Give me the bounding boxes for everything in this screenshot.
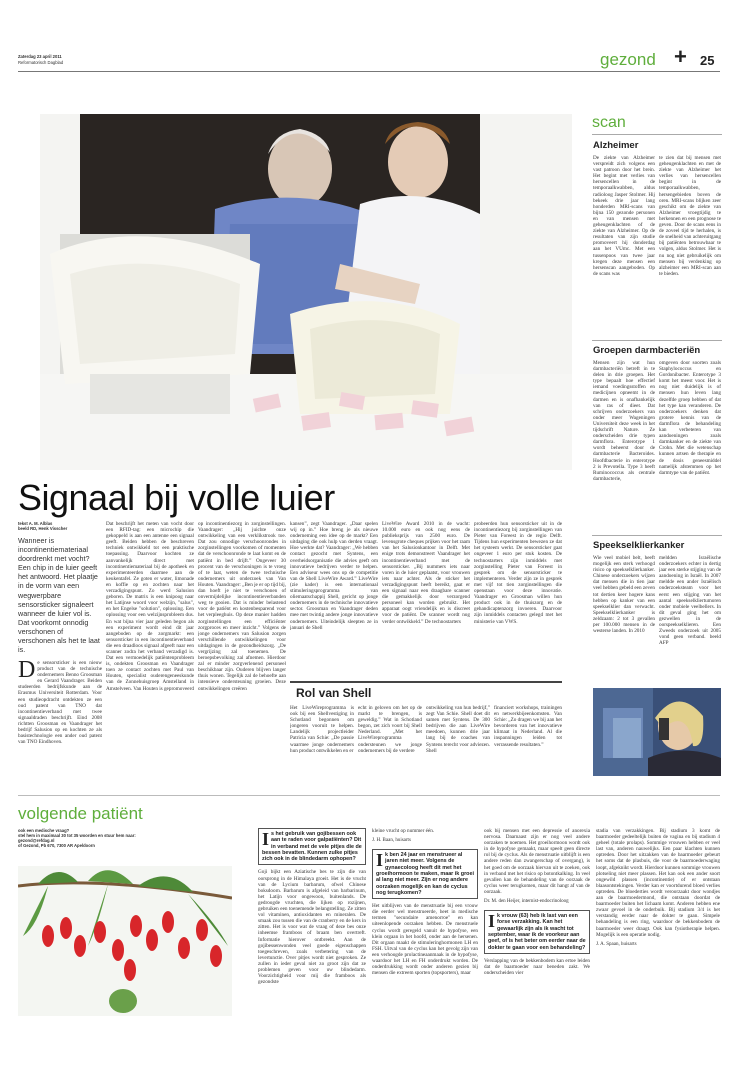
contact-email: gezond@refdag.nl (18, 838, 55, 843)
article-column-1-text: e sensorsticker is een nieuw product van de technische ondernemers Benno Groosman en Gerard Vaandrager. Beiden studeerden bedrijfskunde aan de Erasmus Universiteit Rotterdam. Voor een studieopdracht ontdekten ze een oud patent van TNO dat incontinentieverband met twee signaaldraden beschrijft. Eind 2008 richtten Groosman en Vaandrager het bedrijf Salusion op en kochten ze als basistechnologie een ander oud patent van TNO Eindhoven. (18, 660, 102, 746)
main-photo (40, 114, 572, 470)
answer-3-signature: J. A. Spaan, huisarts (596, 941, 637, 947)
question-1-text: s het gebruik van gojibessen ook aan te raden voor galpatiënten? Dit in verband met de vele pitjes die de bessen bevatten. Kunnen zulke pitjes zich ook in de blindedarm ophopen? (262, 831, 362, 863)
page-number: 25 (700, 53, 715, 68)
speeksel-col-2: meldden Israëlische onderzoekers echter in dertig jaar een sterke stijging van de aandoening in Israël. In 2007 meldde een ander Israëlisch onderzoeksteam voor het eerst een stijging van het aantal speekselkliertumoren onder mobiele veelbellers. In dit geval ging het om gezwellen in de oorspeekselklieren. Een Zweeds onderzoek uit 2005 vond geen verband. beeld AFP (659, 555, 721, 647)
alzheimer-col-1: De ziekte van Alzheimer verspreidt zich volgens een vast patroon door het brein. Het begint met verlies van hersencellen in de temporaalkwabben, aldus radioloog Jasper Stolmer. Hij bekeek drie jaar lang honderden MRI-scans van bijna 150 gezonde personen en van mensen met geheugenklachten of de ziekte van Alzheimer. Op de resultaten van zijn studie promoveert hij donderdag aan het VUmc. Met een tussenpoos van twee jaar kregen deze mensen een hersenscan aangeboden. Op de scans was (593, 155, 655, 277)
shell-box-col-3: ontwikkeling van hun bedrijf,” zegt Van Schie. Shell doet dit samen met Syntens. De 300 bedrijven die aan LiveWire meedoen, kunnen drie jaar lang bij de coaches van Syntens terecht voor adviezen. Shell (426, 705, 490, 754)
scan-rule (592, 134, 722, 135)
article-column-5: LiveWire Award 2010 in de wacht: 10.000 euro en ook nog eens de publieksprijs van 2500 euro. De levensgrote cheques prijken voor het raam van het Salusionkantoor in Delft. Met enige trots demonstreert Vaandrager het incontinentieverband met de sensorsticker. „Bij nummers iets naar voren in de luier geplaatst, voor vrouwen iets naar achter. Als de sticker het verzadigingspunt heeft bereikt, gaat er een signaal naar een draagbare scanner die gemakkelijk door verzorgend personeel kan worden gebruikt. Het apparaat oogt vriendelijk en is discreet voor de patiënt. De scanner wordt nog verder ontwikkeld.” De technostarters (382, 521, 470, 625)
darm-col-1: Mensen zijn wat hun darmbacteriën betreft in te delen in drie groepen. Het type bepaalt hoe effectief iemand voedingsstoffen en medicijnen opneemt in de darmen en is onafhankelijk van ras of dieet. Dat schrijven onderzoekers van onder meer Wageningen Universiteit deze week in het tijdschrift Nature. Ze onderscheiden drie typen darmflora. Enterotype 1 wordt beheerst door de darmbacterie Bacteroides. Hoofdbacterie in enterotype 2 is Prevotella. Type 3 heeft Ruminococcus als centrale darmbacterie, (593, 360, 655, 482)
speeksel-rule (592, 535, 722, 536)
qa-column-4 (596, 828, 720, 1064)
answer-3-continued: stadia van verzakkingen. Bij stadium 3 komt de baarmoeder gedeeltelijk buiten de vagina en bij stadium 4 geheel (totale prolaps). Sommige vrouwen hebben er veel last van, anderen nauwelijks. Een paar klachten kunnen optreden. Door het uitzakken van de baarmoeder gebeurt het soms dat de plasbuis, die voor de baarmoederwaging loopt, afgeknikt wordt. Hierdoor kunnen sommige vrouwen plotseling niet meer plassen. Het kan ook een ander soort ongewild plassen (incontinentie) of er ontstaan blaasontstekingen. Verder kan er voortdurend bloed verlies optreden. De bloederties wordt veroorzaakt door wondjes aan de baarmoedermond, die ontstaan doordat de baarmoeder buiten het lichaam komt. Anderen hebben ene zwaar gevoel in de onderbuik. Bij stadium 3/4 is het verstandig eerder naar de dokter te gaan. Simpele behandeling is een ring, waardoor de bekkenbodem de baarmoeder weer draagt. Ook kan fysiotherapie helpen. Mogelijk is een operatie nodig. (596, 828, 720, 938)
darm-rule (592, 340, 722, 341)
alzheimer-col-2: te zien dat bij mensen met geheugenklachten en met de ziekte van Alzheimer het verlies van hersencellen begint in de temporaalkwabben, hersengebieden boven de oren. MRI-scans blijken zeer geschikt om de ziekte van Alzheimer vroegtijdig te herkennen en een prognose te geven. Door de scans eens in de zoveel tijd te herhalen, is de snelheid van achteruitgang bij patiënten betrouwbaar te volgen, aldus Stolmer. Het is nu nog niet gebruikelijk om mensen bij verdenking op alzheimer een MRI-scan aan te bieden. (659, 155, 721, 277)
shell-box-col-4: financiert workshops, trainingen en netwerkbijeenkomsten. Van Schie: „Zo dragen we bij aan het bevorderen van het innovatieve klimaat in Nederland. Al die inspanningen leiden tot verrassende resultaten.” (494, 705, 562, 748)
qa-column-1 (258, 828, 366, 1064)
next-patient-title: volgende patiënt (18, 804, 143, 823)
article-column-6: probeerden hun sensorsticker uit in de incontinentiezorg bij zorginstellingen van Pieter van Foreest in de regio Delft. Tijdens hun experimenten bewezen ze dat het systeem werkt. De sensorsticker gaat ongeveer 1 euro per stuk kosten. De technostarters zijn inmiddels met zorginstelling Pieter van Foreest in gesprek om de sensorsticker te implementeren. Verder zijn ze in gesprek met vijf tot tien zorginstellingen die openstaan voor deze innovatie. Vaandrager en Groosman willen hun product ook in de thuiszorg en de gehandicaptenzorg invoeren. Daarvoor zijn inmiddels contacten gelegd met het ministerie van VWS. (474, 521, 562, 625)
paper-name: Reformatorisch Dagblad (18, 60, 64, 65)
byline-photo: beeld RD, Henk Visscher (18, 526, 68, 531)
question-3-dropcap: I (488, 911, 496, 932)
answer-1-end: kleine vrucht op nummer één. (372, 828, 435, 834)
shell-box-title: Rol van Shell (296, 686, 372, 700)
contact-line-2: stel hem in maximaal 30 tot 35 woorden en stuur hem naar: (18, 833, 136, 838)
section-divider (18, 795, 720, 796)
question-1 (258, 828, 366, 865)
article-column-2: Dat beschrijft het meten van vocht door een RFID-tag: een microchip die gekoppeld is aan een antenne een signaal geeft. Beiden hebben de beschreven techniek ontwikkeld tot een praktische toepassing. Daarvoor kochten ze aanvankelijk direct met incontinentiemateriaal bij de apotheek en experimenteerden daarmee aan de keukentafel. Ze goten er water, limonade en koffie op en zochten naar het verzadigingspunt. Zo werd Salusion geboren. De matrix is een knipoog naar het Latijnse woord voor welzijn, "salus", en het Engelse "solution", oplossing. Een oplossing voor een welzijnsprobleem dus. En wat bijna vier jaar geleden begon als een experiment wordt eind dit jaar aangeboden op de zorgmarkt: een sensorsticker in een incontinentieverband die een draadloos signaal afgeeft naar een scanner zodra het verband verzadigd is. Dat een vermoedelijk patiëntenprobleem is, ondekten Groosman en Vaandrager toen ze contact zochten met Paul van Houten, specialist ouderengeneeskunde van de Zonnehuisgroep Amstelland in Amstelveen. Van Houten is gepromoveerd (106, 521, 194, 692)
question-3 (484, 910, 590, 954)
shell-box-rule (290, 681, 562, 683)
plus-icon: + (674, 44, 687, 69)
question-2-dropcap: I (376, 850, 384, 871)
question-2-text: k ben 24 jaar en menstrueer al jaren niet meer. Volgens de gynaecoloog heeft dit met het groeihormoon te maken, maar ik groei al lang niet meer. Zijn er nog andere oorzaken mogelijk en kan de cyclus nog terugkomen? (376, 852, 474, 896)
scan-title: scan (592, 114, 626, 131)
answer-2-continued: ook bij mensen met een depressie of anorexia nervosa. Daarnaast zijn er nog veel andere oorzaken te noemen. Het groeihormoon wordt ook in de hypofyse gemaakt, maar speelt geen directe rol bij de cyclus. Als de menstruatie uitblijft is een andere reden dan zwangerschap of overgang), is het goed om de oorzaak hiervan uit te zoeken, ook in verband met het risico op botontkalking. In veel gevallen kan de behandeling van de oorzaak de cyclus weer terugkomen, maar dit hangt af van de oorzaak. (484, 828, 590, 895)
alzheimer-title: Alzheimer (593, 140, 639, 151)
contact-address: of Gezond, Pb 670, 7300 AR Apeldoorn (18, 843, 95, 848)
article-column-1 (18, 660, 102, 784)
question-1-dropcap: I (262, 829, 270, 849)
intro-text: Wanneer is incontinentiemateriaal doordrenkt met vocht? Een chip in de luier geeft het antwoord. Het plaatje in de vorm van een wegwerpbare sensorsticker signaleert wanneer de luier vol is. Dat voorkomt onnodig verschonen of verschonen als het te laat is. (18, 536, 100, 655)
speeksel-title: Speekselklierkanker (593, 540, 685, 551)
answer-2: Het uitblijven van de menstruatie bij een vrouw die eerder wel menstrueerde, heet in medische termen "secundaire amenorroe" en kan uiteenlopende oorzaken hebben. De menstruele cyclus wordt geregeld vanuit de hypofyse, een klein orgaan in het hoofd, onder aan de hersenen. Dit orgaan maakt de stimuleringhormonen LH en FSH. Uitval van de cyclus kan het gevolg zijn van een verhoogde prolactineaanmaak in de hypofyse, waardoor het LH en FH onderdrukt worden. De onderdrukking wordt onder anderen gezien bij mensen die extreem sporten (topsporters), maar (372, 903, 478, 977)
section-title: gezond (600, 50, 656, 69)
question-2 (372, 849, 478, 899)
headline: Signaal bij volle luier (18, 477, 335, 518)
question-3-text: k vrouw (63) heb ik last van een forse verzakking. Kan het gewaarlijk zijn als ik wacht tot september, waar ik de voorkeur aan geef, of is het beter om eerder naar de dokter te gaan voor een behandeling? (488, 913, 586, 951)
shell-box-col-1: Het LiveWireprogramma is ook bij een Shellvestiging in Schotland begonnen om jongeren vooruit te helpen. Landelijk projectleider Patricia van Schie: „De passie waarmee jonge ondernemers hun product ontwikkelen en er (290, 705, 354, 754)
goji-berries-photo (18, 866, 232, 1016)
darm-title: Groepen darmbacteriën (593, 345, 701, 356)
article-column-4: kansen”, zegt Vaandrager. „Daar spelen wij op in.” Hoe breng je als nieuwe onderneming een idee op de markt? Een uitdaging die ook hulp van derden vraagt. Hoe werkte dat? Vaandrager: „We hebben contact gezocht met Syntens, een overheidsorganisatie die advies geeft om innovatieve bedrijven verder te helpen. Een adviseur wees ons op de competitie van de Shell LiveWire Award.” LiveWire (zie kader) is een internationaal stimuleringsprogramma van oliemaatschappij Shell, gericht op jonge ondernemers in de technische innovatieve sector. Groosman en Vaandrager deden mee met twintig andere jonge innovatieve ondernemers. Uiteindelijk sleepten ze in januari de Shell (290, 521, 378, 631)
darm-col-2: omgeven door soorten zoals Staphylococcus en Gordonibacter. Enterotype 3 komt het meest voor. Het is nog niet duidelijk is of mensen hun leven lang dezelfde groep hebben of dat het type kan veranderen. De onderzoekers denken dat grotere kennis van de darmflora de behandeling kan verbeteren van aandoeningen zoals darmkanker en de ziekte van Crohn. Met die wetenschap kunnen artsen de therapie en de dosis geneesmiddel namelijk afstemmen op het darmtype van de patiënt. (659, 360, 721, 476)
byline-text: tekst A. M. Alblas (18, 521, 53, 526)
qa-column-2 (372, 828, 478, 1064)
answer-1: Goji bijkt een Aziatische bes te zijn die van oorsprong in de Himalaya groeit. Het is de vrucht van de Lycium barbarum, ofwel Chinese boksdoorn. Barbarum is afgeleid van barbarinum, het Latijn voor ongewoon, buitenlands. De gedroogde vruchten, die lijken op rozijnen, gebruiken een toenemende belangstelling. Ze zitten vol vitaminen, antioxidanten en mineralen. De smaak zou tussen die van de cranberry en de kers in zitten. Het is voor wat de vraag of deze bes onze inheemse framboos of braam ben overtreft. Informatie hierover ontbreekt. Aan de gojibessenwonden veel goede eigenschappen toegeschreven, zoals verbetering van de levertunctie. Over pitjes wordt niet gesproken. Ze zullen in ieder geval niet zo groot zijn dat ze problemen geven voor uw blindedarm. Voorzichtigheid voor mij die framboos als gezondste (258, 869, 366, 986)
qa-column-3 (484, 828, 590, 1064)
dropcap: D (18, 660, 36, 683)
article-column-3: op incontinentiezorg in zorginstellingen. Vaandrager: „Hij juichte onze ontwikkeling van een verklikstrook toe. Dat zou onnodige verschoonrondes in zorginstellingen voorkomen of momenten dat de verschoonronde te laat komt en de patiënt in bed drijft.” Ongeveer 30 procent van de verschoningen is te vroeg of te laat, weten de twee technische ondernemers uit onderzoek van Van Houten. Vaandrager: „Ben je er op tijd bij, dan hoeft je niet te verschonen of onvermijdelijke incontinentieverbanden weg te gooien. Dat is minder belastend voor de patiënt en kostenbesparend voor het verpleeghuis. Op deze manier hadden zorginstellingen een efficiënter zorgproces en meer inzicht.” Volgens de jonge ondernemers van Salusion zorgen verschillende ontwikkelingen voor uitdagingen in de gezondheidszorg. „De vergrijzing zal toenemen. De beroepsbevolking zal afnemen. Hierdoor zal er minder zorgverlenend personeel beschikbaar zijn. Ouderen blijven langer thuis wonen. Tegelijk zal de behoefte aan intensieve ondersteuning groeien. Deze ontwikkelingen creëren (198, 521, 286, 692)
speeksel-col-1: Wie veel mobiel belt, heeft mogelijk een sterk verhoogd risico op speekselklierkanker. Chinese onderzoekers wijzen dat mensen die in tien jaar veel hebben gebeld een zeven tot dertien keer hogere kans hebben op kanker van een speekselklier dan verwacht. Speekselklierkanker is zeldzaam: 2 tot 3 gevallen per 100.000 mensen in de westerse landen. In 2010 (593, 555, 655, 635)
header-rule (18, 71, 720, 72)
contact-line-1: ook een medische vraag? (18, 828, 70, 833)
answer-2-signature: Dr. M. den Heijer, internist-endocrinoloog (484, 899, 569, 905)
shell-box-col-2: echt in geloven om het op de markt te brengen, is geweldig.” Wat in Schotland begon, zet zich voort bij Shell Nederland. „Met het LiveWireprogramma ondersteunen we jonge ondernemers bij de verdere (358, 705, 422, 754)
answer-3: Verslapping van de bekkenbodem kan ertoe leiden dat de baarmoeder naar beneden zakt. We onderscheiden vier (484, 957, 590, 976)
answer-1-signature: J. H. Baan, huisarts (372, 838, 411, 844)
phone-photo (593, 688, 721, 776)
issue-date: Zaterdag 23 april 2011 (18, 54, 62, 59)
